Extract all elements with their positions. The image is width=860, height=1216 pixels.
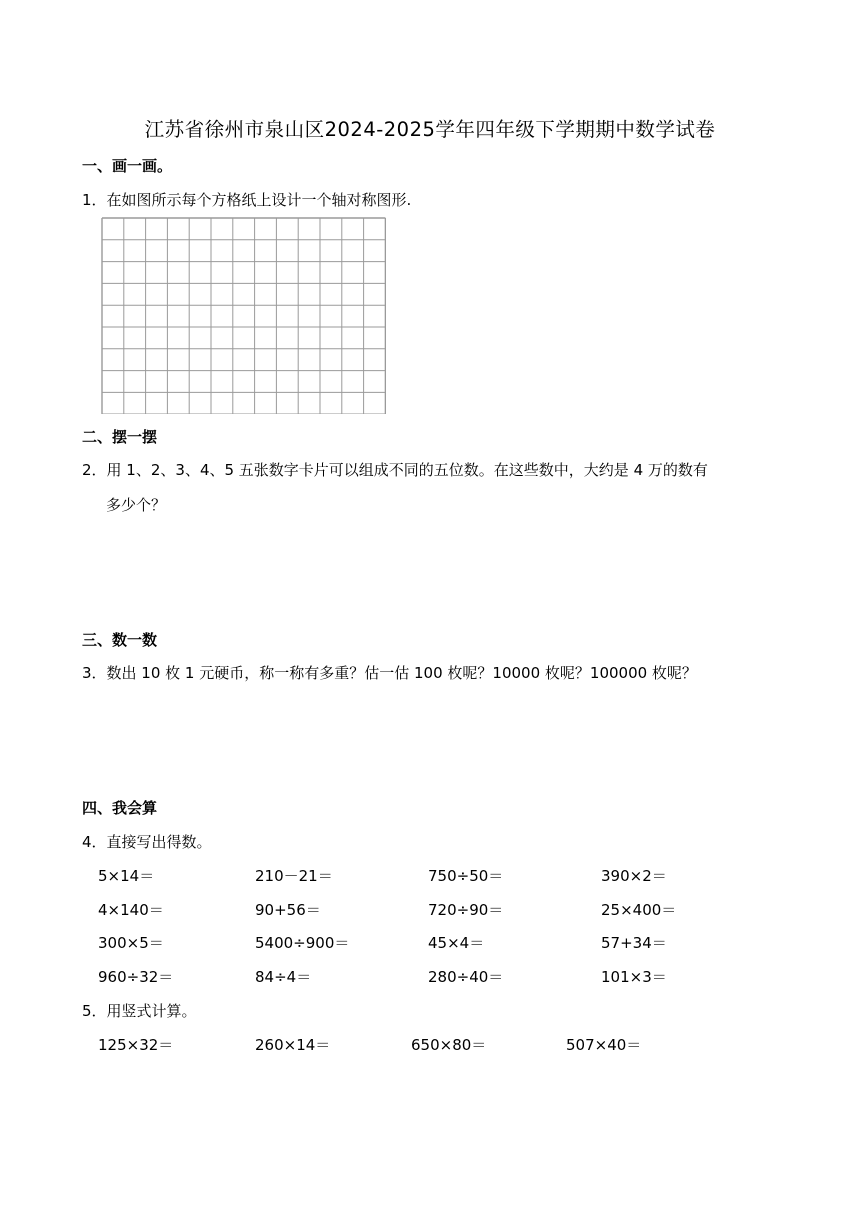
calc-item: 101×3＝ bbox=[601, 968, 667, 986]
section-heading-draw: 一、画一画。 bbox=[82, 157, 173, 175]
question-5: 5．用竖式计算。 bbox=[82, 1002, 197, 1020]
grid-paper bbox=[101, 217, 386, 414]
calc-item: 280÷40＝ bbox=[428, 968, 504, 986]
calc-item: 210－21＝ bbox=[255, 867, 333, 885]
calc-item: 300×5＝ bbox=[98, 934, 164, 952]
calc-item: 750÷50＝ bbox=[428, 867, 504, 885]
calc-item: 390×2＝ bbox=[601, 867, 667, 885]
section-heading-calculate: 四、我会算 bbox=[82, 799, 158, 817]
calc-item: 25×400＝ bbox=[601, 901, 677, 919]
calc-item: 5×14＝ bbox=[98, 867, 155, 885]
vertical-calc-item: 125×32＝ bbox=[98, 1036, 174, 1054]
calc-item: 84÷4＝ bbox=[255, 968, 312, 986]
calc-item: 4×140＝ bbox=[98, 901, 164, 919]
question-3: 3．数出 10 枚 1 元硬币，称一称有多重？估一估 100 枚呢？10000 枚呢？100000 枚呢？ bbox=[82, 664, 697, 682]
vertical-calc-item: 260×14＝ bbox=[255, 1036, 331, 1054]
calc-item: 720÷90＝ bbox=[428, 901, 504, 919]
calc-item: 960÷32＝ bbox=[98, 968, 174, 986]
vertical-calc-item: 507×40＝ bbox=[566, 1036, 642, 1054]
question-4: 4．直接写出得数。 bbox=[82, 833, 212, 851]
question-1: 1．在如图所示每个方格纸上设计一个轴对称图形. bbox=[82, 191, 412, 209]
calc-item: 57+34＝ bbox=[601, 934, 667, 952]
section-heading-arrange: 二、摆一摆 bbox=[82, 428, 158, 446]
section-heading-count: 三、数一数 bbox=[82, 631, 158, 649]
page-title: 江苏省徐州市泉山区2024-2025学年四年级下学期期中数学试卷 bbox=[144, 118, 716, 141]
calc-item: 5400÷900＝ bbox=[255, 934, 350, 952]
question-2-line-2: 多少个？ bbox=[106, 496, 167, 514]
vertical-calc-item: 650×80＝ bbox=[411, 1036, 487, 1054]
question-2-line-1: 2．用 1、2、3、4、5 五张数字卡片可以组成不同的五位数。在这些数中，大约是 4 万的数有 bbox=[82, 461, 708, 479]
calc-item: 90+56＝ bbox=[255, 901, 321, 919]
calc-item: 45×4＝ bbox=[428, 934, 485, 952]
